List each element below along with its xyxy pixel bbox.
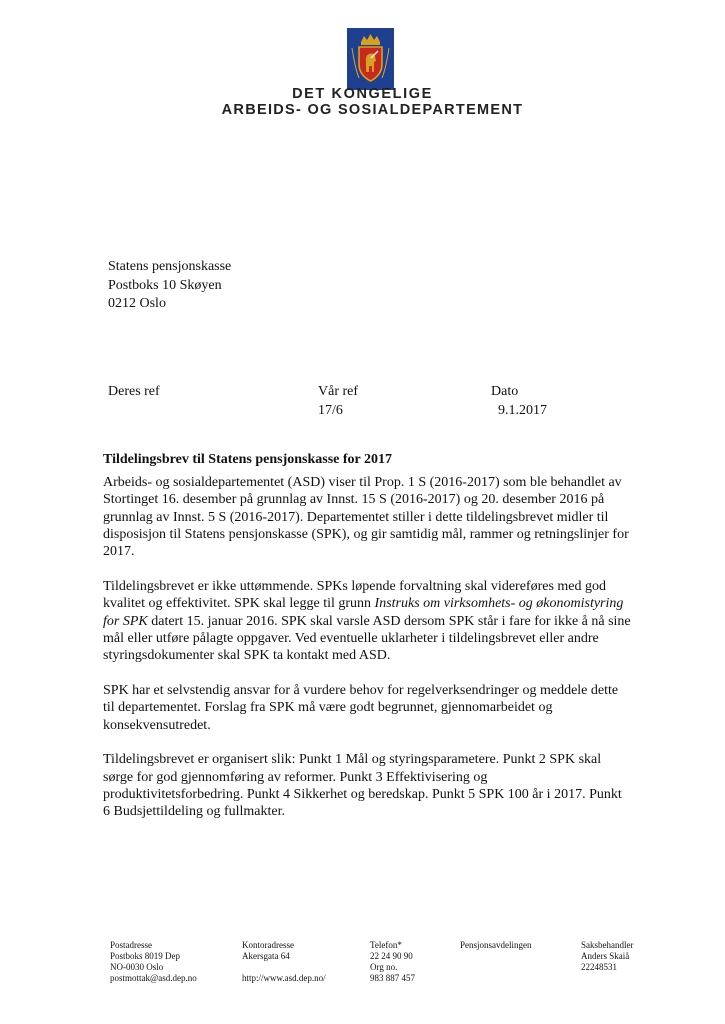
department-name-line2: ARBEIDS- OG SOSIALDEPARTEMENT — [221, 102, 524, 118]
text-line: mål eller utføre pålagte oppgaver. Ved eventuelle uklarheter i tildelingsbrevet eller andre — [103, 630, 599, 646]
text-segment: kvalitet og effektivitet. SPK skal legge til grunn — [103, 596, 375, 612]
footer-value — [242, 962, 326, 973]
recipient-name: Statens pensjonskasse — [108, 259, 232, 274]
text-segment: datert 15. januar 2016. SPK skal varsle ASD dersom SPK står i fare for ikke å nå sine — [147, 613, 631, 629]
footer-value: 22 24 90 90 — [370, 951, 413, 961]
text-line: grunnlag av Innst. 5 S (2016-2017). Departementet stiller i dette tildelingsbrevet midler til — [103, 509, 609, 525]
text-line: 6 Budsjettildeling og fullmakter. — [103, 804, 285, 820]
date-value: 9.1.2017 — [498, 403, 547, 418]
var-ref-value: 17/6 — [318, 403, 343, 418]
footer-telefon — [370, 940, 415, 984]
text-line: styringsdokumenter skal SPK ta kontakt med ASD. — [103, 648, 391, 664]
footer-postadresse — [110, 940, 197, 984]
var-ref-label: Vår ref — [318, 384, 359, 399]
letter-body — [103, 474, 663, 838]
footer-value: Anders Skaiå — [581, 951, 630, 961]
footer-avdeling — [460, 940, 532, 951]
recipient-postal: 0212 Oslo — [108, 296, 166, 311]
text-line: sørge for god gjennomføring av reformer. Punkt 3 Effektivisering og — [103, 769, 488, 785]
footer-label: Org no. — [370, 962, 398, 972]
paragraph-2 — [103, 578, 663, 664]
text-line: Arbeids- og sosialdepartementet (ASD) viser til Prop. 1 S (2016-2017) som ble behandlet av — [103, 475, 622, 490]
footer-value: Postboks 8019 Dep — [110, 951, 181, 961]
date-label: Dato — [491, 384, 519, 399]
paragraph-3 — [103, 682, 663, 734]
text-line — [103, 595, 663, 612]
footer-value: Akersgata 64 — [242, 951, 290, 961]
footer-label: Saksbehandler — [581, 940, 634, 950]
footer-value: NO-0030 Oslo — [110, 962, 164, 972]
instruction-doc-title: Instruks om virksomhets- og økonomistyring — [374, 596, 624, 612]
footer-value: 22248531 — [581, 962, 617, 972]
text-line — [103, 613, 663, 630]
deres-ref-label: Deres ref — [108, 384, 160, 399]
footer-label: Kontoradresse — [242, 940, 294, 950]
text-line: SPK har et selvstendig ansvar for å vurdere behov for regelverksendringer og meddele dette — [103, 682, 619, 698]
footer-saksbehandler — [581, 940, 633, 973]
department-name-line1: DET KONGELIGE — [292, 86, 433, 102]
recipient-street: Postboks 10 Skøyen — [108, 277, 222, 293]
paragraph-1 — [103, 474, 663, 560]
footer-value: 983 887 457 — [370, 973, 415, 983]
text-line: Stortinget 16. desember på grunnlag av Innst. 15 S (2016-2017) og 20. desember 2016 på — [103, 492, 605, 508]
recipient-address — [108, 258, 231, 314]
footer-label: Telefon* — [370, 940, 402, 950]
text-line: produktivitetsforbedring. Punkt 4 Sikkerhet og beredskap. Punkt 5 SPK 100 år i 2017. Punkt — [103, 786, 622, 802]
letter-title: Tildelingsbrev til Statens pensjonskasse for 2017 — [103, 452, 392, 467]
instruction-doc-title-cont: for SPK — [103, 613, 148, 629]
paragraph-4 — [103, 751, 663, 820]
footer-email[interactable]: postmottak@asd.dep.no — [110, 973, 197, 983]
text-line: konsekvensutredet. — [103, 717, 211, 733]
footer-label: Pensjonsavdelingen — [460, 940, 532, 950]
text-line: til departementet. Forslag fra SPK må være godt begrunnet, gjennomarbeidet og — [103, 700, 553, 716]
text-line: disposisjon til Statens pensjonskasse (SPK), og gir samtidig mål, rammer og retningslinjer for — [103, 526, 629, 542]
footer-label: Postadresse — [110, 940, 152, 950]
text-line: Tildelingsbrevet er ikke uttømmende. SPKs løpende forvaltning skal videreføres med god — [103, 578, 607, 594]
text-line: 2017. — [103, 544, 135, 560]
royal-coat-of-arms-icon — [347, 28, 394, 90]
footer-kontoradresse — [242, 940, 326, 984]
footer-website-link[interactable]: http://www.asd.dep.no/ — [242, 973, 326, 983]
text-line: Tildelingsbrevet er organisert slik: Punkt 1 Mål og styringsparametere. Punkt 2 SPK skal — [103, 752, 602, 768]
